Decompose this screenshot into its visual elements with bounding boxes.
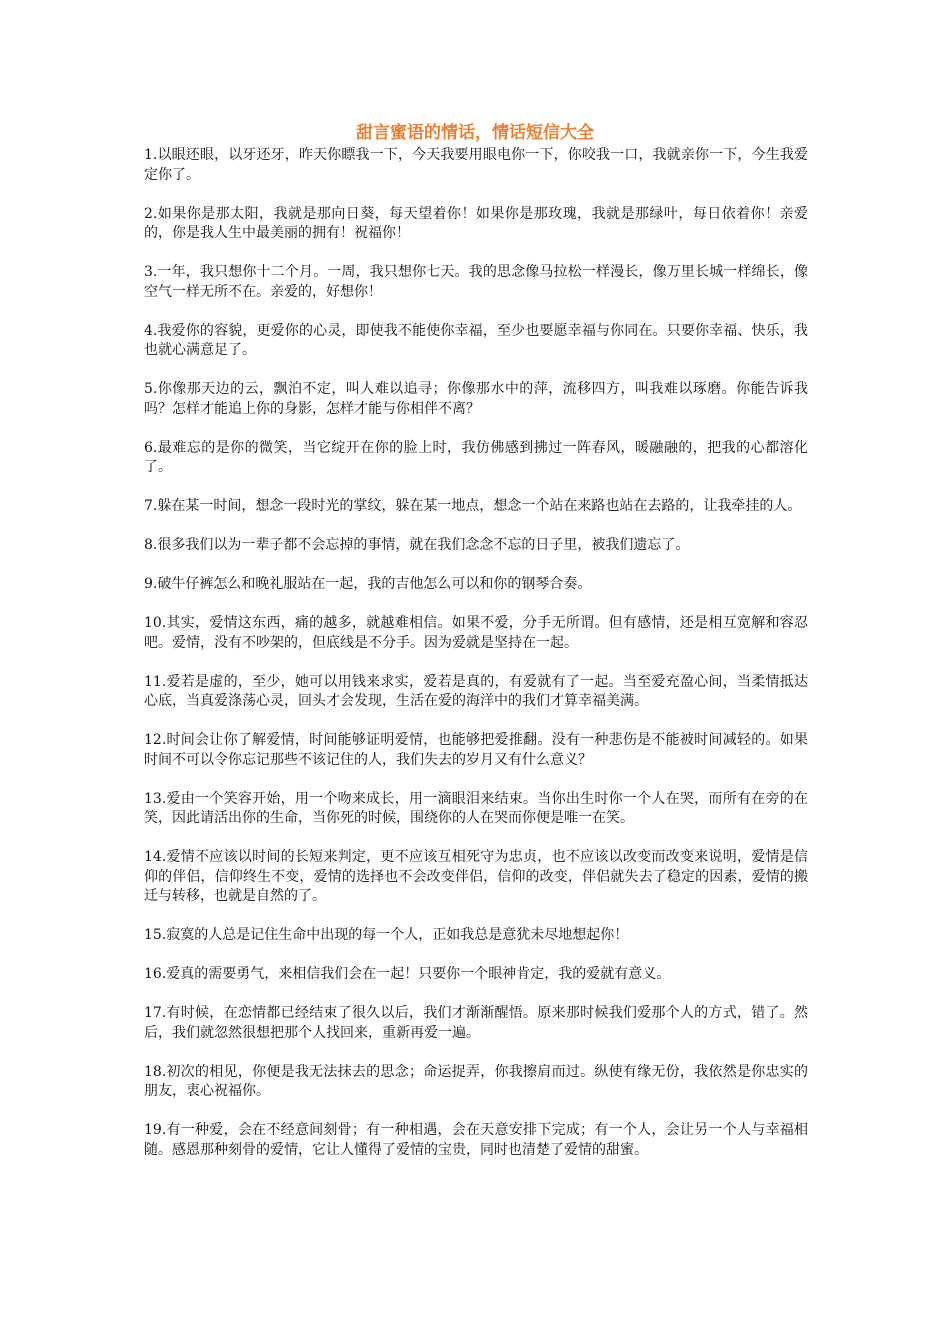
document-body: [144, 146, 808, 1180]
paragraph: 9.破牛仔裤怎么和晚礼服站在一起，我的吉他怎么可以和你的钢琴合奏。: [144, 576, 592, 592]
paragraph: 7.躲在某一时间，想念一段时光的掌纹，躲在某一地点，想念一个站在来路也站在去路的，让我牵挂的人。: [144, 498, 802, 514]
paragraph: 10.其实，爱情这东西，痛的越多，就越难相信。如果不爱，分手无所谓。但有感情，还是相互宽解和容忍吧。爱情，没有不吵架的，但底线是不分手。因为爱就是坚持在一起。: [144, 615, 808, 651]
document-title: 甜言蜜语的情话，情话短信大全: [356, 123, 594, 143]
paragraph: 6.最难忘的是你的微笑，当它绽开在你的脸上时，我仿佛感到拂过一阵春风，暖融融的，把我的心都溶化了。: [144, 439, 808, 475]
paragraph: 3.一年，我只想你十二个月。一周，我只想你七天。我的思念像马拉松一样漫长，像万里长城一样绵长，像空气一样无所不在。亲爱的，好想你！: [144, 264, 808, 300]
paragraph: 2.如果你是那太阳，我就是那向日葵，每天望着你！如果你是那玫瑰，我就是那绿叶，每日依着你！亲爱的，你是我人生中最美丽的拥有！祝福你！: [144, 205, 808, 241]
paragraph: 4.我爱你的容貌，更爱你的心灵，即使我不能使你幸福，至少也要愿幸福与你同在。只要你幸福、快乐，我也就心满意足了。: [144, 322, 808, 358]
paragraph: 8.很多我们以为一辈子都不会忘掉的事情，就在我们念念不忘的日子里，被我们遗忘了。: [144, 537, 690, 553]
paragraph: 12.时间会让你了解爱情，时间能够证明爱情，也能够把爱推翻。没有一种悲伤是不能被时间减轻的。如果时间不可以令你忘记那些不该记住的人，我们失去的岁月又有什么意义？: [144, 732, 808, 768]
paragraph: 17.有时候，在恋情都已经结束了很久以后，我们才渐渐醒悟。原来那时候我们爱那个人的方式，错了。然后，我们就忽然很想把那个人找回来，重新再爱一遍。: [144, 1005, 808, 1041]
paragraph: 18.初次的相见，你便是我无法抹去的思念；命运捉弄，你我擦肩而过。纵使有缘无份，我依然是你忠实的朋友，衷心祝福你。: [144, 1063, 808, 1099]
paragraph: 5.你像那天边的云，飘泊不定，叫人难以追寻；你像那水中的萍，流移四方，叫我难以琢磨。你能告诉我吗？怎样才能追上你的身影，怎样才能与你相伴不离？: [144, 381, 808, 417]
paragraph: 1.以眼还眼，以牙还牙，昨天你瞟我一下，今天我要用眼电你一下，你咬我一口，我就亲你一下，今生我爱定你了。: [144, 147, 808, 183]
paragraph: 19.有一种爱，会在不经意间刻骨；有一种相遇，会在天意安排下完成；有一个人，会让另一个人与幸福相随。感恩那种刻骨的爱情，它让人懂得了爱情的宝贵，同时也清楚了爱情的甜蜜。: [144, 1122, 808, 1158]
paragraph: 15.寂寞的人总是记住生命中出现的每一个人，正如我总是意犹未尽地想起你！: [144, 927, 629, 943]
paragraph: 16.爱真的需要勇气，来相信我们会在一起！只要你一个眼神肯定，我的爱就有意义。: [144, 966, 671, 982]
paragraph: 13.爱由一个笑容开始，用一个吻来成长，用一滴眼泪来结束。当你出生时你一个人在哭，而所有在旁的在笑，因此请活出你的生命，当你死的时候，围绕你的人在哭而你便是唯一在笑。: [144, 790, 808, 826]
paragraph: 11.爱若是虚的，至少，她可以用钱来求实，爱若是真的，有爱就有了一起。当至爱充盈心间，当柔情抵达心底，当真爱涤荡心灵，回头才会发现，生活在爱的海洋中的我们才算幸福美满。: [144, 673, 808, 709]
paragraph: 14.爱情不应该以时间的长短来判定，更不应该互相死守为忠贞，也不应该以改变而改变来说明，爱情是信仰的伴侣，信仰终生不变，爱情的选择也不会改变伴侣，信仰的改变，伴侣就失去了稳定的因素，爱情的搬迁与转移，也就是自然的了。: [144, 849, 808, 904]
